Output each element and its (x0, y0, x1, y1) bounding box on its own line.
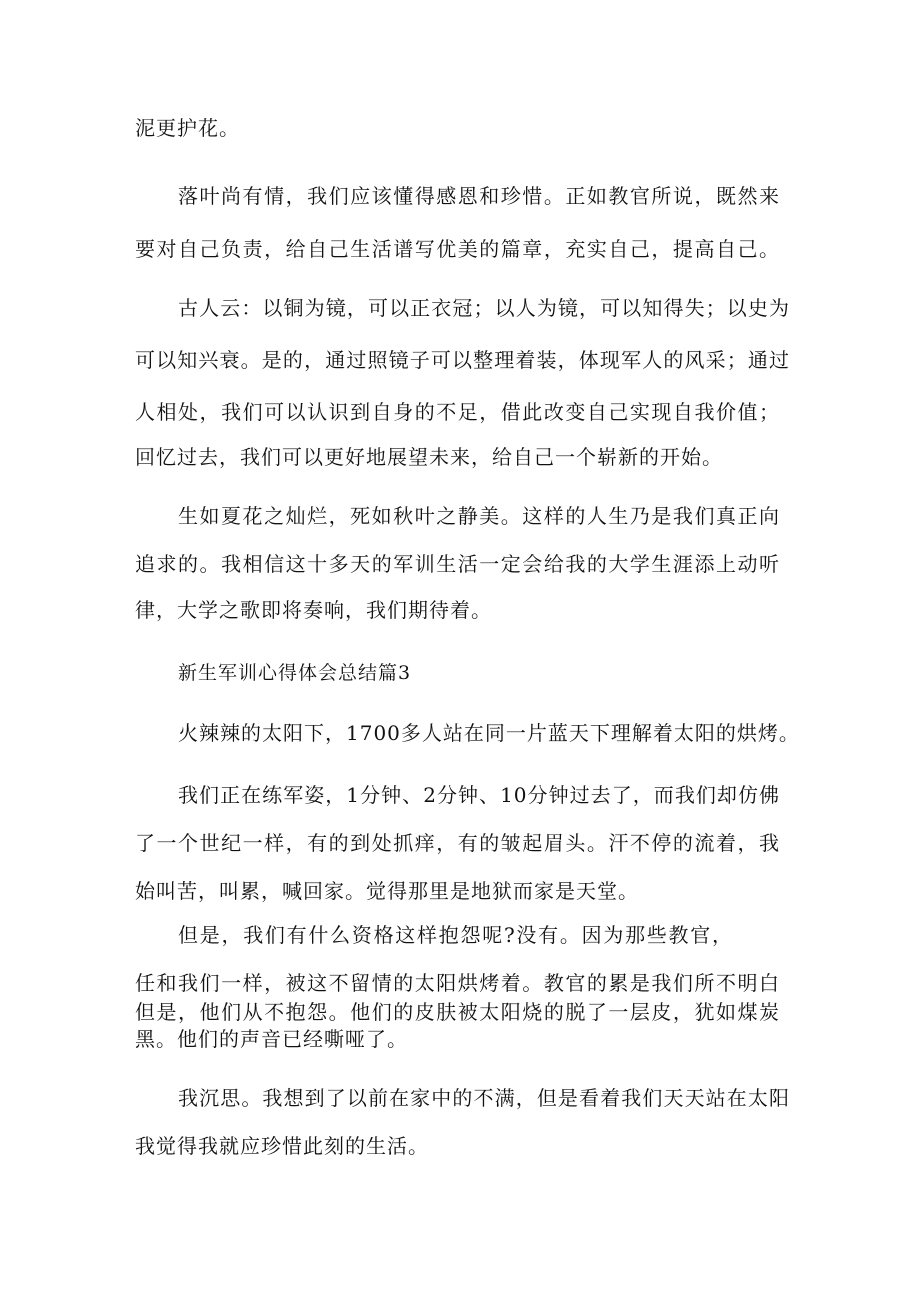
text-line: 我觉得我就应珍惜此刻的生活。 (135, 1134, 429, 1158)
text-line: 律，大学之歌即将奏响，我们期待着。 (135, 598, 492, 622)
section-heading: 新生军训心得体会总结篇3 (178, 662, 412, 684)
text-line: 人相处，我们可以认识到自身的不足，借此改变自己实现自我价值； (135, 400, 780, 424)
text-line: 但是，他们从不抱怨。他们的皮肤被太阳烧的脱了一层皮，犹如煤炭 (135, 1000, 780, 1024)
text-line: 要对自己负责，给自己生活谱写优美的篇章，充实自己，提高自己。 (135, 237, 780, 261)
text-line: 生如夏花之灿烂，死如秋叶之静美。这样的人生乃是我们真正向 (178, 504, 780, 528)
text-line: 火辣辣的太阳下，1700多人站在同一片蓝天下理解着太阳的烘烤。 (178, 721, 800, 745)
text-line: 我们正在练军姿，1分钟、2分钟、10分钟过去了，而我们却仿佛 (178, 783, 780, 807)
text-line: 追求的。我相信这十多天的军训生活一定会给我的大学生涯添上动听 (135, 552, 780, 576)
text-line: 黑。他们的声音已经嘶哑了。 (135, 1027, 408, 1051)
text-line: 但是，我们有什么资格这样抱怨呢?没有。因为那些教官， (178, 923, 733, 947)
text-line: 回忆过去，我们可以更好地展望未来，给自己一个崭新的开始。 (135, 445, 723, 469)
text-line: 了一个世纪一样，有的到处抓痒，有的皱起眉头。汗不停的流着，我 (135, 831, 780, 855)
text-line: 我沉思。我想到了以前在家中的不满，但是看着我们天天站在太阳 (178, 1086, 790, 1110)
text-line: 落叶尚有情，我们应该懂得感恩和珍惜。正如教官所说，既然来 (178, 184, 780, 208)
text-line: 始叫苦，叫累，喊回家。觉得那里是地狱而家是天堂。 (135, 879, 639, 903)
text-line: 可以知兴衰。是的，通过照镜子可以整理着装，体现军人的风采；通过 (135, 348, 790, 372)
text-line: 古人云：以铜为镜，可以正衣冠；以人为镜，可以知得失；以史为 (178, 296, 790, 320)
text-line: 任和我们一样，被这不留情的太阳烘烤着。教官的累是我们所不明白 (135, 971, 780, 995)
text-line: 泥更护花。 (135, 116, 240, 140)
